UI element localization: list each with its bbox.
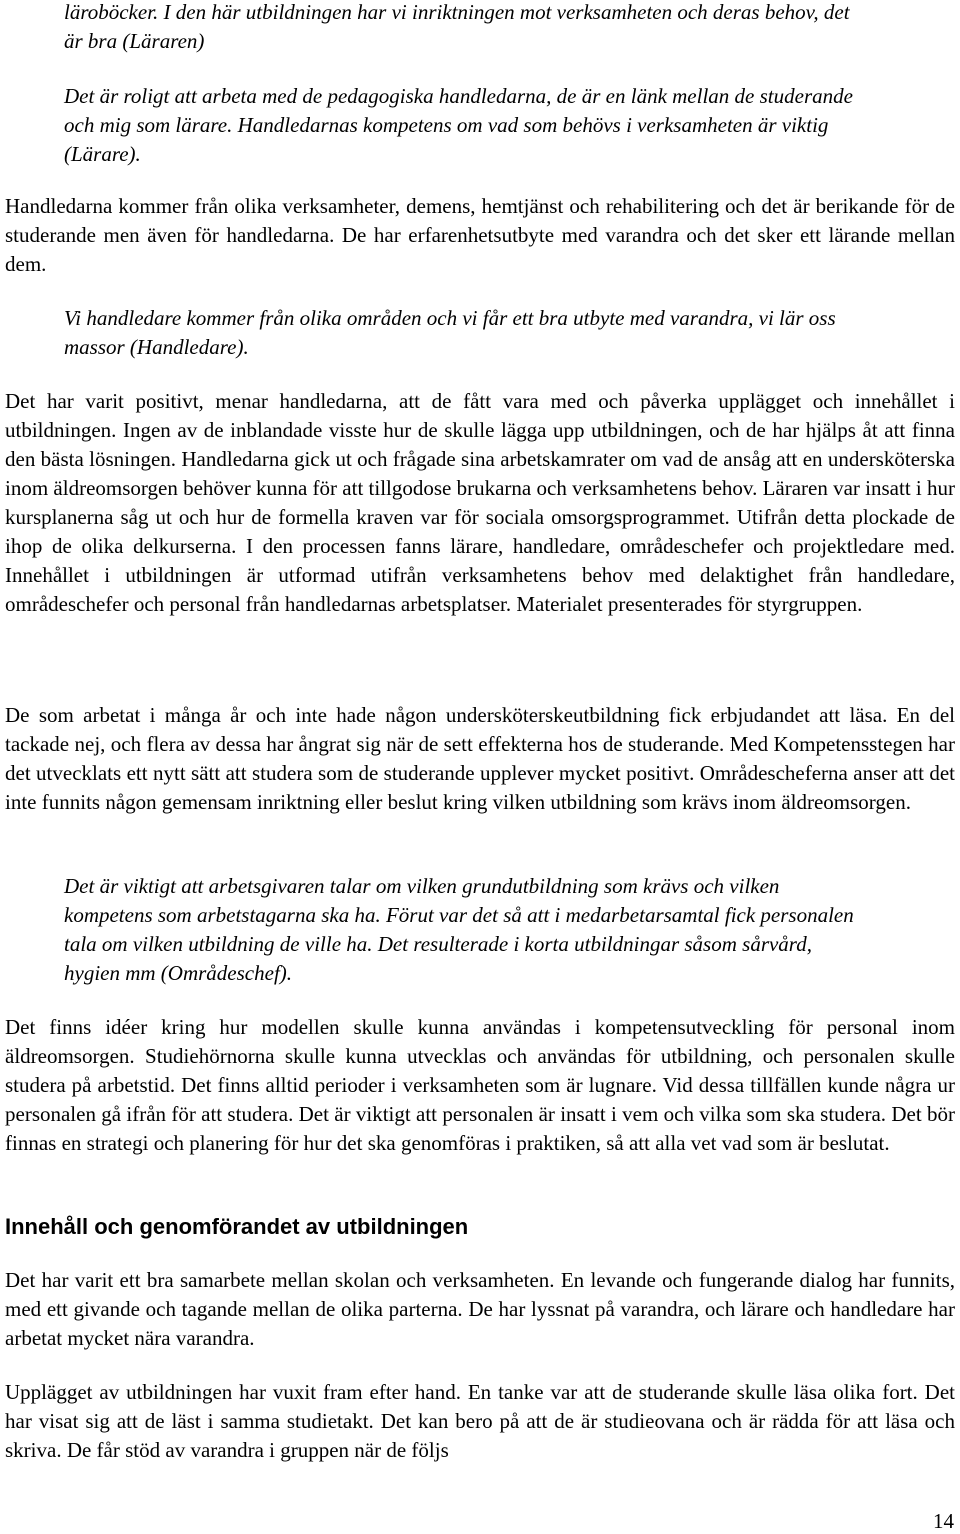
page-number: 14 [933,1509,954,1533]
paragraph-experienced-staff: De som arbetat i många år och inte hade någon undersköterskeutbildning fick erbjudandet att läsa. En del tackade nej, och flera av dessa har ångrat sig när de sett effekterna hos de studerande. Med Kompetensstegen har det utvecklats ett nytt sätt att studera som de studerande upplever mycket positivt. Områdescheferna anser att det inte funnits någon gemensam inriktning eller beslut kring vilken utbildning som krävs inom äldreomsorgen. [5,703,955,814]
paragraph-collaboration: Det har varit ett bra samarbete mellan skolan och verksamheten. En levande och fungerande dialog har funnits, med ett givande och tagande mellan de olika parterna. De har lyssnat på varandra, och lärare och handledare har arbetat mycket nära varandra. [5,1268,955,1350]
quote-supervisors-exchange: Vi handledare kommer från olika områden och vi får ett bra utbyte med varandra, vi lär oss massor (Handledare). [64,306,836,359]
quote-teacher-textbooks: läroböcker. I den här utbildningen har vi inriktningen mot verksamheten och deras behov, det är bra (Läraren) [64,0,850,53]
paragraph-course-structure: Upplägget av utbildningen har vuxit fram efter hand. En tanke var att de studerande skulle läsa olika fort. Det har visat sig att de läst i samma studietakt. Det kan bero på att de är studieovana och är rädda för att läsa och skriva. De får stöd av varandra i gruppen när de följs [5,1380,955,1462]
quote-teacher-supervisors: Det är roligt att arbeta med de pedagogiska handledarna, de är en länk mellan de studerande och mig som lärare. Handledarnas kompetens om vad som behövs i verksamheten är viktig (Lärare). [64,84,853,166]
paragraph-supervisors-backgrounds: Handledarna kommer från olika verksamheter, demens, hemtjänst och rehabilitering och det är berikande för de studerande men även för handledarna. De har erfarenhetsutbyte med varandra och det sker ett lärande mellan dem. [5,194,955,276]
quote-area-manager: Det är viktigt att arbetsgivaren talar om vilken grundutbildning som krävs och vilken kompetens som arbetstagarna ska ha. Förut var det så att i medarbetarsamtal fick personalen tala om vilken utbildning de ville ha. Det resulterade i korta utbildningar såsom sårvård, hygien mm (Områdeschef). [64,874,854,985]
section-heading: Innehåll och genomförandet av utbildningen [5,1214,469,1239]
paragraph-course-design: Det har varit positivt, menar handledarna, att de fått vara med och påverka upplägget och innehållet i utbildningen. Ingen av de inblandade visste hur de skulle lägga upp utbildningen, och de har hjälps åt att finna den bästa lösningen. Handledarna gick ut och frågade sina arbetskamrater om vad de ansåg att en undersköterska inom äldreomsorgen behöver kunna för att tillgodose brukarna och verksamhetens behov. Läraren var insatt i hur kursplanerna såg ut och hur de formella kraven var för sociala omsorgsprogrammet. Utifrån detta plockade de ihop de olika delkurserna. I den processen fanns lärare, handledare, områdeschefer och projektledare med. Innehållet i utbildningen är utformad utifrån verksamhetens behov med delaktighet från handledare, områdeschefer och personal från handledarnas arbetsplatser. Materialet presenterades för styrgruppen. [5,389,955,616]
paragraph-model-ideas: Det finns idéer kring hur modellen skulle kunna användas i kompetensutveckling för personal inom äldreomsorgen. Studiehörnorna skulle kunna utvecklas och användas för utbildning, och personalen skulle studera på arbetstid. Det finns alltid perioder i verksamheten som är lugnare. Vid dessa tillfällen kunde några ur personalen gå ifrån för att studera. Det är viktigt att personalen är insatt i vem och vilka som ska studera. Det bör finnas en strategi och planering för hur det ska genomföras i praktiken, så att alla vet vad som är beslutat. [5,1015,955,1155]
